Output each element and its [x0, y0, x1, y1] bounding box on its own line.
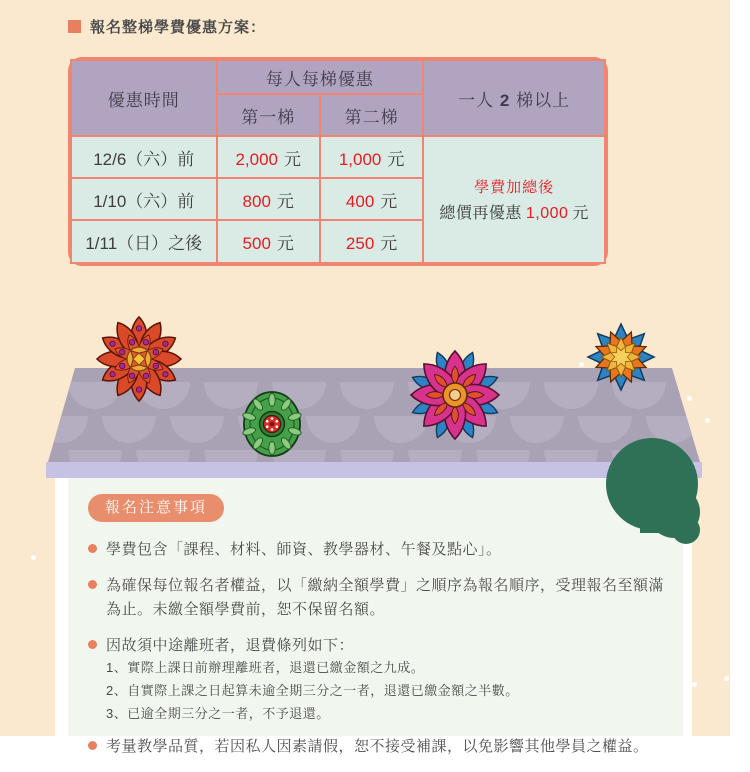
note-item — [88, 634, 674, 726]
cell-tier2-amount: 1,000 元 — [320, 136, 423, 178]
bullet-dot-icon — [88, 580, 97, 589]
note-body — [106, 634, 519, 726]
sparkle-dot — [579, 362, 584, 367]
notes-content — [68, 478, 683, 772]
page-title-row — [68, 16, 266, 37]
refund-subitem: 3、已逾全期三分之一者，不予退還。 — [106, 705, 330, 721]
cell-tier1-amount: 2,000 元 — [217, 136, 320, 178]
header-multi-tier: 一人 2 梯以上 — [423, 60, 605, 136]
sparkle-dot — [31, 555, 36, 560]
note-text: 為確保每位報名者權益，以「繳納全額學費」之順序為報名順序，受理報名至額滿為止。未繳全額學費前，恕不保留名額。 — [106, 577, 665, 618]
discount-table — [68, 57, 608, 266]
header-per-tier: 每人每梯優惠 — [217, 60, 424, 94]
cell-tier1-amount: 500 元 — [217, 220, 320, 263]
note-text: 考量教學品質，若因私人因素請假，恕不接受補課，以免影響其他學員之權益。 — [106, 738, 649, 756]
multi-discount-line2: 總價再優惠 1,000 元 — [439, 205, 589, 222]
note-text: 學費包含「課程、材料、師資、教學器材、午餐及點心」。 — [106, 541, 502, 558]
sparkle-dot — [705, 418, 710, 423]
bullet-dot-icon — [88, 640, 97, 649]
cell-time: 1/10（六）前 — [71, 178, 217, 220]
note-item — [88, 735, 674, 758]
sparkle-dot — [692, 682, 697, 687]
header-discount-time: 優惠時間 — [71, 60, 217, 136]
refund-subitem: 2、自實際上課之日起算未逾全期三分之一者，退還已繳金額之半數。 — [106, 682, 519, 698]
star-flower-decoration — [587, 323, 655, 391]
sparkle-dot — [724, 676, 729, 681]
cell-time: 1/11（日）之後 — [71, 220, 217, 263]
refund-subitem: 1、實際上課日前辦理離班者，退還已繳金額之九成。 — [106, 660, 425, 675]
cell-multi-discount — [423, 136, 605, 263]
table-row — [71, 136, 605, 178]
green-flower-decoration — [242, 390, 302, 458]
orange-square-bullet-icon — [68, 20, 81, 33]
header-tier2: 第二梯 — [320, 94, 423, 136]
multi-discount-line1: 學費加總後 — [474, 179, 555, 196]
note-text: 因故須中途離班者，退費條列如下： — [106, 636, 355, 654]
cell-tier2-amount: 250 元 — [320, 220, 423, 263]
page-title: 報名整梯學費優惠方案： — [90, 19, 267, 36]
pink-flower-decoration — [407, 347, 503, 443]
sparkle-dot — [687, 396, 692, 401]
cell-time: 12/6（六）前 — [71, 136, 217, 178]
note-item — [88, 574, 674, 621]
lavender-divider — [46, 462, 702, 478]
cell-tier2-amount: 400 元 — [320, 178, 423, 220]
notes-list — [88, 538, 674, 759]
notes-badge: 報名注意事項 — [88, 494, 224, 522]
header-tier1: 第一梯 — [217, 94, 320, 136]
red-flower-decoration — [96, 316, 182, 402]
bullet-dot-icon — [88, 741, 97, 750]
note-item — [88, 538, 674, 561]
bullet-dot-icon — [88, 544, 97, 553]
cell-tier1-amount: 800 元 — [217, 178, 320, 220]
